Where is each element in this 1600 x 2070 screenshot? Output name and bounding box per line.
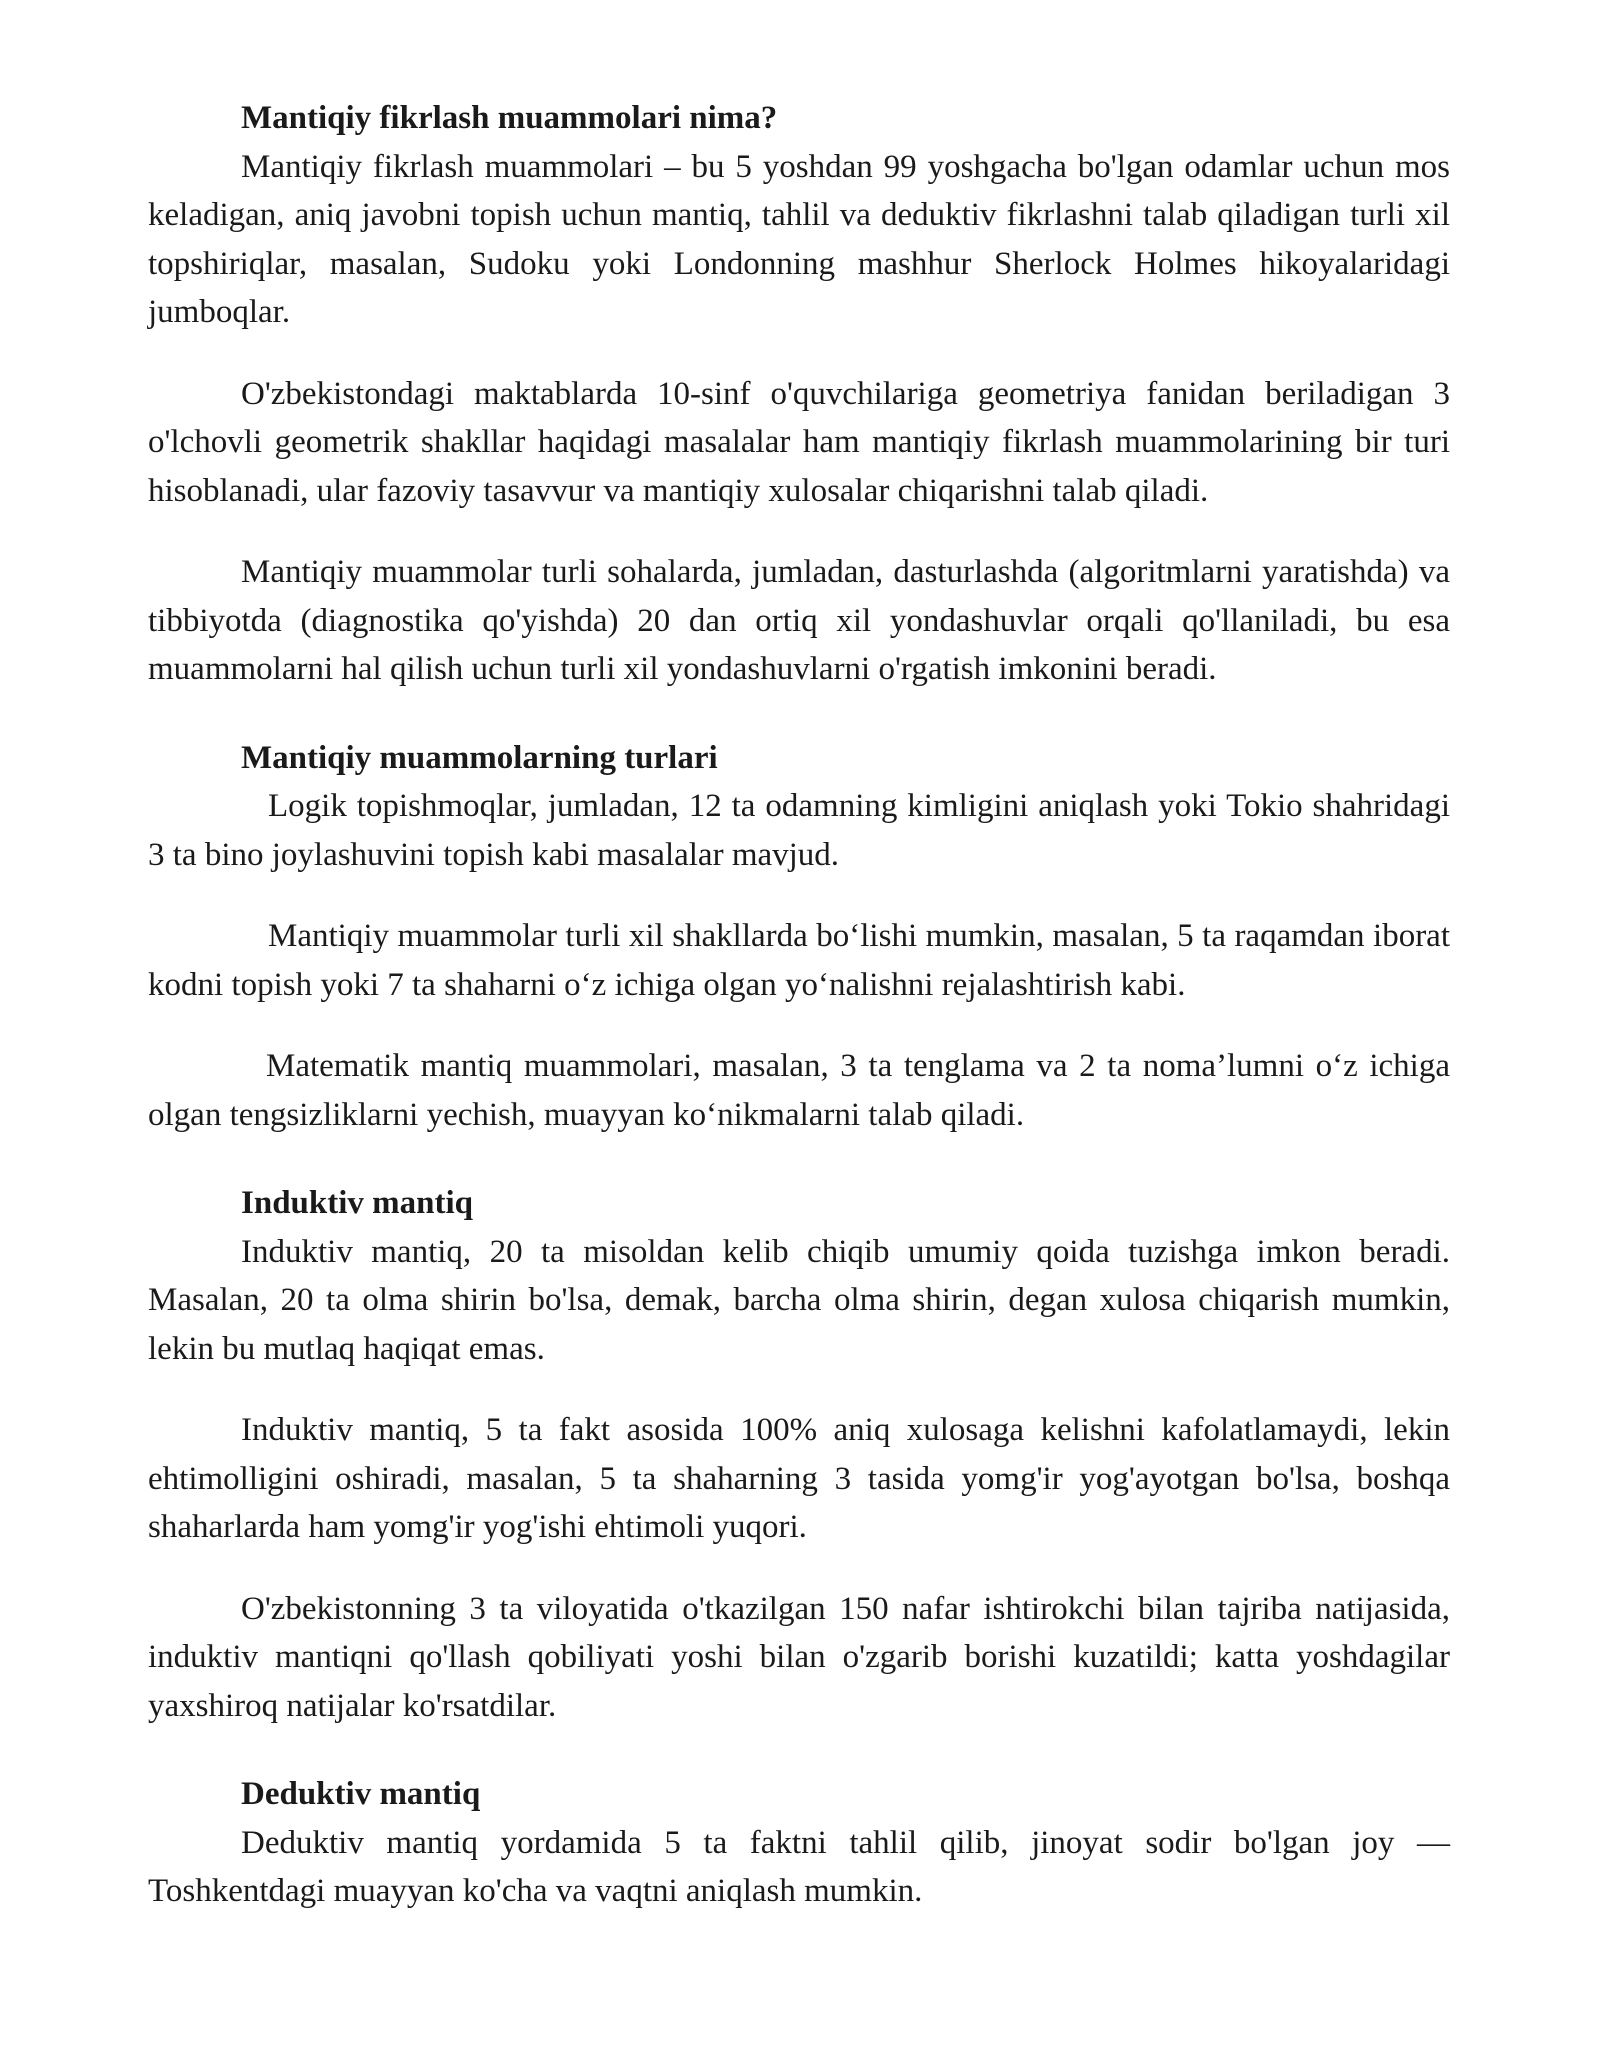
section-deduktiv-mantiq [148,1770,1450,1916]
document-page [148,94,1450,1916]
paragraph: O'zbekistondagi maktablarda 10-sinf o'quvchilariga geometriya fanidan beriladigan 3 o'lchovli geometrik shakllar haqidagi masalalar ham mantiqiy fikrlash muammolarining bir turi hisoblanadi, ular fazoviy tasavvur va mantiqiy xulosalar chiqarishni talab qiladi. [148,375,1450,509]
section-heading: Induktiv mantiq [241,1185,474,1221]
paragraph: Deduktiv mantiq yordamida 5 ta faktni tahlil qilib, jinoyat sodir bo'lgan joy — Toshkentdagi muayyan ko'cha va vaqtni aniqlash mumkin. [148,1824,1450,1909]
paragraph: Induktiv mantiq, 20 ta misoldan kelib chiqib umumiy qoida tuzishga imkon beradi. Masalan, 20 ta olma shirin bo'lsa, demak, barcha olma shirin, degan xulosa chiqarish mumkin, lekin bu mutlaq haqiqat emas. [148,1233,1450,1367]
paragraph: Mantiqiy muammolar turli sohalarda, jumladan, dasturlashda (algoritmlarni yaratishda) va tibbiyotda (diagnostika qo'yishda) 20 dan ortiq xil yondashuvlar orqali qo'llaniladi, bu esa muammolarni hal qilish uchun turli xil yondashuvlarni o'rgatish imkonini beradi. [148,554,1450,687]
section-heading: Deduktiv mantiq [241,1776,481,1812]
section-muammolar-turlari [148,734,1450,1140]
paragraph: Matematik mantiq muammolari, masalan, 3 ta tenglama va 2 ta noma’lumni o‘z ichiga olgan tengsizliklarni yechish, muayyan ko‘nikmalarni talab qiladi. [148,1048,1450,1133]
paragraph: O'zbekistonning 3 ta viloyatida o'tkazilgan 150 nafar ishtirokchi bilan tajriba natijasida, induktiv mantiqni qo'llash qobiliyati yoshi bilan o'zgarib borishi kuzatildi; katta yoshdagilar yaxshiroq natijalar ko'rsatdilar. [148,1590,1450,1724]
section-heading: Mantiqiy fikrlash muammolari nima? [241,100,778,136]
paragraph: Induktiv mantiq, 5 ta fakt asosida 100% aniq xulosaga kelishni kafolatlamaydi, lekin ehtimolligini oshiradi, masalan, 5 ta shaharning 3 tasida yomg'ir yog'ayotgan bo'lsa, boshqa shaharlarda ham yomg'ir yog'ishi ehtimoli yuqori. [148,1412,1450,1545]
paragraph: Logik topishmoqlar, jumladan, 12 ta odamning kimligini aniqlash yoki Tokio shahridagi 3 ta bino joylashuvini topish kabi masalalar mavjud. [148,788,1450,873]
section-induktiv-mantiq [148,1179,1450,1730]
paragraph: Mantiqiy muammolar turli xil shakllarda bo‘lishi mumkin, masalan, 5 ta raqamdan iborat kodni topish yoki 7 ta shaharni o‘z ichiga olgan yo‘nalishni rejalashtirish kabi. [148,918,1450,1003]
paragraph: Mantiqiy fikrlash muammolari – bu 5 yoshdan 99 yoshgacha bo'lgan odamlar uchun mos keladigan, aniq javobni topish uchun mantiq, tahlil va deduktiv fikrlashni talab qiladigan turli xil topshiriqlar, masalan, Sudoku yoki Londonning mashhur Sherlock Holmes hikoyalaridagi jumboqlar. [148,148,1450,330]
section-heading: Mantiqiy muammolarning turlari [241,739,718,776]
section-mantiqiy-fikrlash [148,94,1450,694]
